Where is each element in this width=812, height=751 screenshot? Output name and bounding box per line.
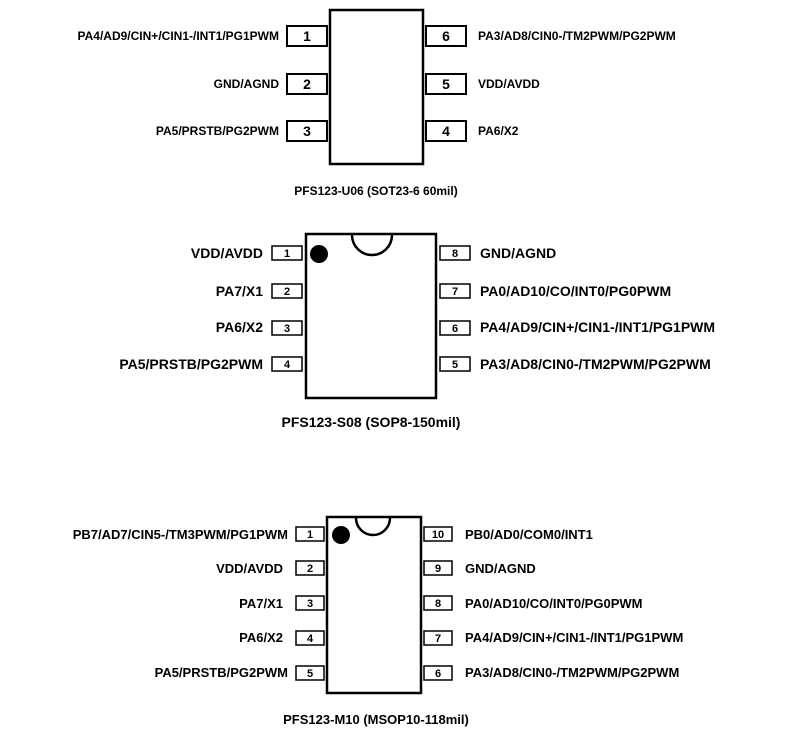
pin-label: VDD/AVDD bbox=[478, 77, 540, 91]
pin-label: PA3/AD8/CIN0-/TM2PWM/PG2PWM bbox=[480, 356, 711, 372]
pin-number: 6 bbox=[442, 28, 450, 44]
pin-number: 10 bbox=[431, 529, 445, 541]
pin-number: 1 bbox=[306, 529, 314, 541]
pin-label: PB7/AD7/CIN5-/TM3PWM/PG1PWM bbox=[72, 527, 288, 542]
pin-label: PA5/PRSTB/PG2PWM bbox=[119, 356, 263, 372]
package-sop8 bbox=[119, 234, 715, 430]
pin-label: PA7/X1 bbox=[215, 283, 263, 299]
pin-number: 5 bbox=[451, 359, 459, 371]
package-sot23-6 bbox=[78, 10, 676, 198]
package-caption: PFS123-M10 (MSOP10-118mil) bbox=[283, 712, 469, 727]
pin-label: PA0/AD10/CO/INT0/PG0PWM bbox=[480, 283, 672, 299]
pin-number: 4 bbox=[283, 359, 291, 371]
pin-number: 5 bbox=[306, 668, 314, 680]
pin-number: 6 bbox=[434, 668, 442, 680]
pin1-dot-icon bbox=[332, 526, 350, 544]
package-msop10 bbox=[73, 517, 684, 727]
pin-label: PA6/X2 bbox=[478, 124, 519, 138]
pin-label: PA5/PRSTB/PG2PWM bbox=[154, 665, 288, 680]
package-caption: PFS123-U06 (SOT23-6 60mil) bbox=[294, 184, 458, 198]
pin-number: 5 bbox=[442, 76, 450, 92]
pin-label: VDD/AVDD bbox=[190, 245, 263, 261]
pin-number: 2 bbox=[283, 286, 291, 298]
pin-label: PA7/X1 bbox=[239, 596, 283, 611]
pin-number: 2 bbox=[303, 76, 311, 92]
pin-number: 8 bbox=[451, 248, 459, 260]
pin-label: GND/AGND bbox=[465, 561, 536, 576]
pin-label: PA6/X2 bbox=[239, 630, 283, 645]
pin-label: PB0/AD0/COM0/INT1 bbox=[465, 527, 593, 542]
pin-label: PA6/X2 bbox=[215, 319, 263, 335]
pin-label: VDD/AVDD bbox=[216, 561, 283, 576]
pin-number: 6 bbox=[451, 323, 459, 335]
pin-number: 4 bbox=[442, 123, 450, 139]
pin-number: 8 bbox=[434, 598, 442, 610]
pin-number: 1 bbox=[303, 28, 311, 44]
pin-number: 7 bbox=[434, 633, 442, 645]
pin-number: 7 bbox=[451, 286, 459, 298]
pin-number: 3 bbox=[306, 598, 314, 610]
pin-number: 2 bbox=[306, 563, 314, 575]
pin1-dot-icon bbox=[310, 245, 328, 263]
chip-body bbox=[330, 10, 423, 164]
pin-number: 3 bbox=[303, 123, 311, 139]
pin-label: PA5/PRSTB/PG2PWM bbox=[155, 124, 279, 138]
pin-label: PA3/AD8/CIN0-/TM2PWM/PG2PWM bbox=[478, 29, 676, 43]
pin-label: GND/AGND bbox=[480, 245, 557, 261]
pin-label: PA4/AD9/CIN+/CIN1-/INT1/PG1PWM bbox=[77, 29, 279, 43]
pin-number: 9 bbox=[434, 563, 442, 575]
pin-number: 3 bbox=[283, 323, 291, 335]
pin-label: PA4/AD9/CIN+/CIN1-/INT1/PG1PWM bbox=[465, 630, 684, 645]
pin-label: PA4/AD9/CIN+/CIN1-/INT1/PG1PWM bbox=[480, 319, 716, 335]
package-caption: PFS123-S08 (SOP8-150mil) bbox=[281, 414, 461, 430]
pin-label: PA0/AD10/CO/INT0/PG0PWM bbox=[465, 596, 643, 611]
pin-number: 1 bbox=[283, 248, 291, 260]
pin-label: GND/AGND bbox=[213, 77, 279, 91]
pin-number: 4 bbox=[306, 633, 314, 645]
pin-label: PA3/AD8/CIN0-/TM2PWM/PG2PWM bbox=[465, 665, 680, 680]
